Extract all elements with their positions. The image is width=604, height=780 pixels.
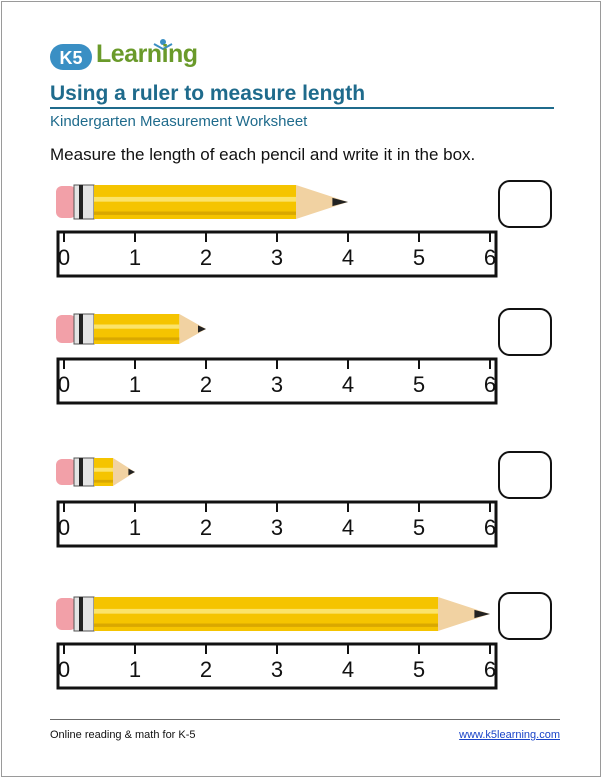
ruler-label: 0 xyxy=(57,515,71,540)
footer-divider xyxy=(50,719,560,720)
measure-problem xyxy=(0,448,604,588)
ruler-label: 2 xyxy=(199,657,213,682)
measure-problem xyxy=(0,590,604,730)
ruler xyxy=(0,305,604,415)
ruler-label: 6 xyxy=(483,372,497,397)
ruler-label: 5 xyxy=(412,245,426,270)
ruler-label: 4 xyxy=(341,245,355,270)
ruler-label: 1 xyxy=(128,657,142,682)
ruler-label: 5 xyxy=(412,657,426,682)
page-subtitle: Kindergarten Measurement Worksheet xyxy=(50,113,308,130)
ruler-label: 3 xyxy=(270,372,284,397)
ruler-label: 3 xyxy=(270,515,284,540)
ruler-label: 0 xyxy=(57,372,71,397)
ruler xyxy=(0,590,604,700)
ruler-label: 1 xyxy=(128,515,142,540)
ruler-label: 1 xyxy=(128,372,142,397)
ruler-label: 0 xyxy=(57,657,71,682)
ruler-label: 6 xyxy=(483,515,497,540)
ruler-label: 2 xyxy=(199,372,213,397)
k5-learning-logo xyxy=(50,38,210,76)
ruler-label: 6 xyxy=(483,245,497,270)
ruler-label: 3 xyxy=(270,657,284,682)
ruler-label: 2 xyxy=(199,245,213,270)
ruler-label: 4 xyxy=(341,515,355,540)
ruler-label: 4 xyxy=(341,657,355,682)
ruler-label: 1 xyxy=(128,245,142,270)
ruler-label: 2 xyxy=(199,515,213,540)
ruler xyxy=(0,178,604,288)
instructions: Measure the length of each pencil and write it in the box. xyxy=(50,145,476,164)
ruler-label: 0 xyxy=(57,245,71,270)
logo-text: Learning xyxy=(96,40,198,68)
ruler-label: 5 xyxy=(412,372,426,397)
footer-tagline: Online reading & math for K-5 xyxy=(50,729,196,741)
measure-problem xyxy=(0,305,604,445)
ruler-label: 4 xyxy=(341,372,355,397)
ruler-label: 5 xyxy=(412,515,426,540)
title-divider xyxy=(50,107,554,109)
page-title: Using a ruler to measure length xyxy=(50,82,366,105)
ruler-label: 3 xyxy=(270,245,284,270)
logo-badge-text: K5 xyxy=(59,48,83,68)
measure-problem xyxy=(0,178,604,318)
footer-link[interactable]: www.k5learning.com xyxy=(459,729,560,741)
ruler xyxy=(0,448,604,558)
ruler-label: 6 xyxy=(483,657,497,682)
